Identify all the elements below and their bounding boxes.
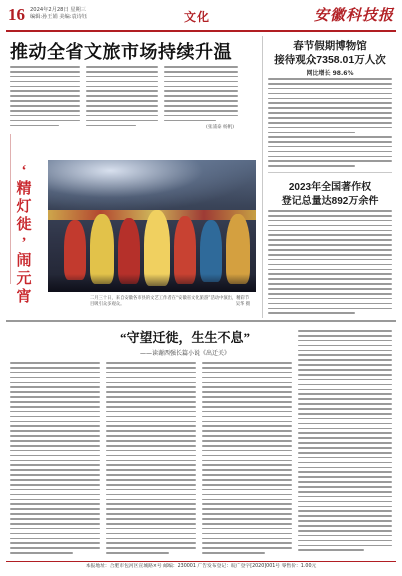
lead-byline: (张浦泰 杨帆) <box>206 125 235 130</box>
section-divider <box>6 320 396 322</box>
photo-caption: 二月三十日，来自安徽各市县的文艺工作者在“安徽省文化旅游”活动中演出，精彩节目吸引众多观众。 吴华 摄 <box>90 296 250 307</box>
lead-headline: 推动全省文旅市场持续升温 <box>10 42 232 62</box>
lead-article-col-2 <box>86 66 158 128</box>
right-story-2-body <box>268 210 392 318</box>
date-line <box>30 7 87 21</box>
column-divider <box>262 36 263 318</box>
lead-article-col-1 <box>10 66 80 128</box>
bottom-article-headline: “守望迁徙，生生不息” <box>119 330 250 345</box>
page-footer: 本报地址：合肥市包河区宣城路×号 邮编：230001 广告发布登记：皖广登字[2020]001号 零售价：1.00元 <box>6 561 396 572</box>
bottom-article-subhead: ——读谢西强长篇小说《出迁关》 <box>139 350 230 357</box>
date-text: 2024年2月28日 星期三 <box>30 7 86 13</box>
section-title: 文化 <box>184 10 211 24</box>
right-story-2-headline-1: 2023年全国著作权 <box>288 182 372 193</box>
vertical-title: ‘ 精 灯 徙 ’ 闹 元 宵 <box>16 163 32 305</box>
right-story-1-body-a <box>268 78 392 134</box>
right-story-2-headline-2: 登记总量达892万余件 <box>281 196 379 207</box>
bottom-article-col-1 <box>10 362 100 558</box>
lantern-festival-photo <box>48 160 256 292</box>
right-story-1-headline-1: 春节假期博物馆 <box>293 40 367 52</box>
right-story-1-body-b <box>268 136 392 168</box>
right-story-divider <box>268 172 392 173</box>
editor-text: 编辑:孙王娟 美编:袁诗钰 <box>30 14 88 20</box>
masthead-logo: 安徽科技报 <box>313 8 394 24</box>
lead-article-col-3 <box>164 66 238 122</box>
right-story-1-headline-2: 接待观众7358.01万人次 <box>274 54 386 66</box>
bottom-article-col-4 <box>298 330 392 558</box>
bottom-article-col-2 <box>106 362 196 558</box>
photo-credit: 吴华 摄 <box>235 301 250 307</box>
page-header <box>6 4 396 32</box>
page-number: 16 <box>8 5 25 24</box>
bottom-article-col-3 <box>202 362 292 558</box>
right-story-1-subhead: 网比增长 98.6% <box>306 70 354 77</box>
